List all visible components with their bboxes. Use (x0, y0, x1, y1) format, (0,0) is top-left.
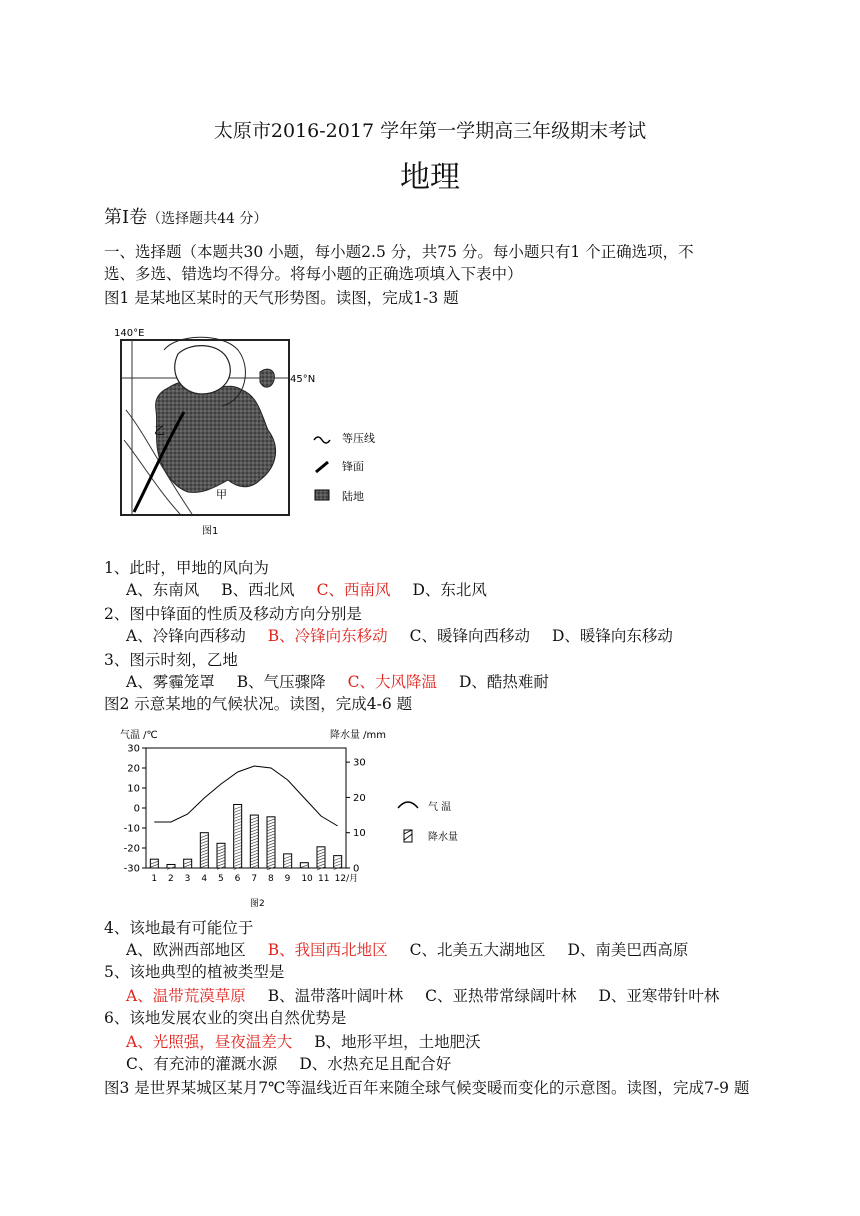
x-tick-label: 9 (284, 874, 291, 884)
legend-land-icon (315, 490, 329, 500)
fig1-intro: 图1 是某地区某时的天气形势图。读图，完成1-3 题 (104, 289, 459, 307)
q5-stem: 5、该地典型的植被类型是 (104, 963, 285, 981)
y-right-label: 降水量 /mm (330, 730, 387, 741)
exam-title: 太原市2016-2017 学年第一学期高三年级期末考试 (213, 120, 647, 142)
option-B: B、我国西北地区 (267, 941, 388, 959)
q2-stem: 2、图中锋面的性质及移动方向分别是 (104, 605, 362, 623)
y-right-tick-label: 0 (353, 863, 360, 875)
option-B: B、温带落叶阔叶林 (267, 987, 404, 1005)
x-tick-label: 8 (268, 874, 274, 884)
q4-stem: 4、该地最有可能位于 (104, 919, 254, 937)
q6-options (126, 1032, 503, 1052)
subject-title: 地理 (400, 160, 460, 195)
legend-isobar-icon (314, 437, 330, 443)
x-tick-label: 3 (184, 874, 191, 884)
temperature-line (154, 766, 337, 826)
label-jia: 甲 (216, 488, 227, 501)
instructions-line2: 选、多选、错选均不得分。将每小题的正确选项填入下表中） (104, 265, 523, 283)
y-left-tick-label: -10 (123, 823, 140, 835)
y-left-label: 气温 /℃ (120, 730, 158, 741)
y-right-tick-label: 20 (353, 792, 366, 804)
option-A: A、东南风 (126, 581, 200, 599)
option-C: C、暖锋向西移动 (409, 627, 530, 645)
q5-options (126, 986, 741, 1006)
instructions-line1: 一、选择题（本题共30 小题，每小题2.5 分，共75 分。每小题只有1 个正确选项，不 (104, 243, 694, 261)
y-left-tick-label: 20 (127, 763, 140, 775)
fig2-caption: 图2 (250, 899, 265, 909)
section-note: （选择题共44 分） (147, 211, 268, 227)
section-heading (104, 208, 267, 229)
option-A: A、温带荒漠草原 (126, 987, 246, 1005)
option-B: B、冷锋向东移动 (267, 627, 388, 645)
option-C: C、大风降温 (347, 673, 437, 691)
plot-frame (146, 748, 346, 868)
precip-bar (167, 864, 175, 868)
legend-land-label: 陆地 (342, 490, 364, 503)
precip-bar (284, 854, 292, 868)
fig2-intro: 图2 示意某地的气候状况。读图，完成4-6 题 (104, 695, 413, 713)
x-tick-label: 10 (301, 874, 313, 884)
option-A: A、欧洲西部地区 (126, 941, 246, 959)
q4-options (126, 940, 710, 960)
y-left-tick-label: 30 (127, 743, 140, 755)
x-tick-label: 12/月 (334, 874, 359, 884)
legend-temp-label: 气 温 (428, 802, 452, 813)
option-D: D、南美巴西高原 (567, 941, 689, 959)
option-D: D、东北风 (412, 581, 487, 599)
fig1-weather-map (110, 320, 400, 542)
y-right-tick-label: 30 (353, 757, 366, 769)
q6-stem: 6、该地发展农业的突出自然优势是 (104, 1009, 347, 1027)
label-lat: 45°N (290, 374, 316, 385)
option-C: C、西南风 (316, 581, 391, 599)
fig2-climate-chart (110, 722, 470, 912)
section-heading-text: 第Ⅰ卷 (104, 207, 148, 228)
option-B: B、气压骤降 (236, 673, 326, 691)
x-tick-label: 1 (151, 874, 158, 884)
q1-options (126, 580, 509, 600)
option-D: D、亚寒带针叶林 (598, 987, 720, 1005)
option-C: C、亚热带常绿阔叶林 (425, 987, 577, 1005)
legend-front-icon (316, 462, 328, 472)
fig3-intro: 图3 是世界某城区某月7℃等温线近百年来随全球气候变暖而变化的示意图。读图，完成7-9 题 (104, 1079, 750, 1097)
q3-options (126, 672, 571, 692)
x-tick-label: 5 (218, 874, 224, 884)
label-lon: 140°E (114, 328, 145, 339)
option-A: A、雾霾笼罩 (126, 673, 215, 691)
option-C: C、北美五大湖地区 (409, 941, 546, 959)
q2-options (126, 626, 695, 646)
q3-stem: 3、图示时刻，乙地 (104, 651, 238, 669)
legend-precip-label: 降水量 (428, 832, 458, 843)
y-right-tick-label: 10 (353, 828, 366, 840)
option-A: A、冷锋向西移动 (126, 627, 246, 645)
x-tick-label: 4 (201, 874, 208, 884)
option-B: D、水热充足且配合好 (299, 1055, 452, 1073)
legend-temp-icon (398, 802, 418, 808)
x-tick-label: 2 (168, 874, 174, 884)
option-A: A、光照强，昼夜温差大 (126, 1033, 293, 1051)
legend-isobar-label: 等压线 (342, 432, 375, 445)
x-tick-label: 6 (234, 874, 241, 884)
x-tick-label: 7 (251, 874, 258, 884)
q6-options-line2 (126, 1054, 473, 1074)
fig1-caption: 图1 (202, 526, 219, 537)
label-yi: 乙 (154, 424, 165, 437)
y-left-tick-label: -30 (123, 863, 140, 875)
y-left-tick-label: 10 (127, 783, 140, 795)
option-C: C、有充沛的灌溉水源 (126, 1055, 278, 1073)
y-left-tick-label: -20 (123, 843, 140, 855)
x-tick-label: 11 (318, 874, 330, 884)
option-B: B、西北风 (221, 581, 295, 599)
option-D: D、暖锋向东移动 (551, 627, 673, 645)
option-B: B、地形平坦，土地肥沃 (314, 1033, 481, 1051)
y-left-tick-label: 0 (133, 803, 140, 815)
legend-front-label: 锋面 (342, 460, 364, 473)
option-D: D、酷热难耐 (458, 673, 549, 691)
land-mass (156, 381, 276, 492)
island-north (260, 369, 274, 387)
isobar-high-inner (175, 346, 231, 394)
q1-stem: 1、此时，甲地的风向为 (104, 559, 269, 577)
